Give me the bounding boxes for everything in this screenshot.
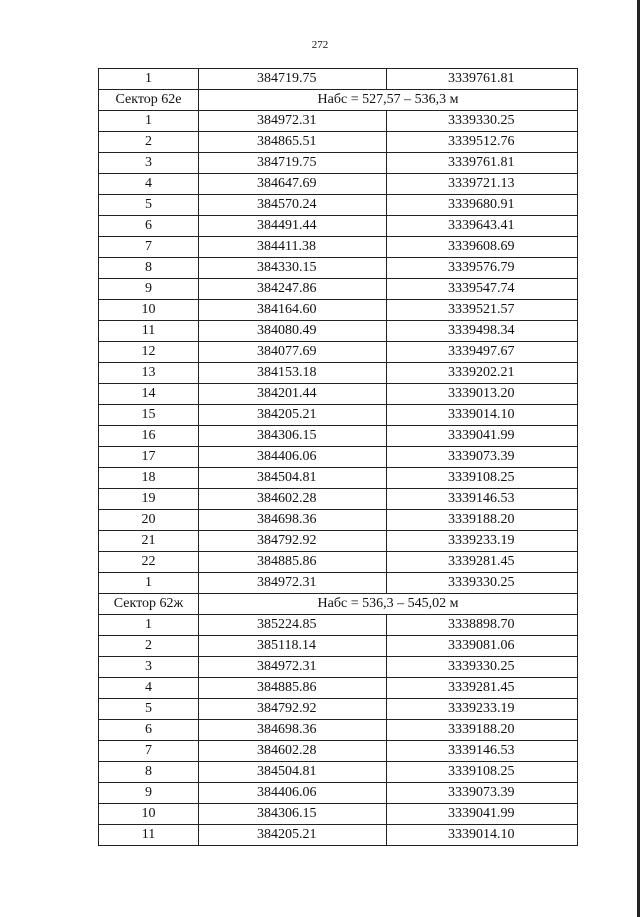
x-coordinate: 384411.38 (199, 237, 387, 258)
y-coordinate: 3339041.99 (387, 804, 578, 825)
table-row (99, 636, 578, 657)
y-coordinate: 3339202.21 (387, 363, 578, 384)
x-coordinate: 384698.36 (199, 510, 387, 531)
y-coordinate: 3339146.53 (387, 489, 578, 510)
y-coordinate: 3339281.45 (387, 552, 578, 573)
x-coordinate: 384602.28 (199, 741, 387, 762)
table-row (99, 783, 578, 804)
y-coordinate: 3339013.20 (387, 384, 578, 405)
x-coordinate: 384865.51 (199, 132, 387, 153)
point-number: 1 (99, 69, 199, 90)
table-row (99, 237, 578, 258)
x-coordinate: 384205.21 (199, 405, 387, 426)
point-number: 22 (99, 552, 199, 573)
x-coordinate: 384306.15 (199, 426, 387, 447)
point-number: 1 (99, 111, 199, 132)
y-coordinate: 3339761.81 (387, 69, 578, 90)
x-coordinate: 384972.31 (199, 657, 387, 678)
y-coordinate: 3339081.06 (387, 636, 578, 657)
coordinates-table (98, 68, 578, 846)
table-row (99, 825, 578, 846)
table-row (99, 447, 578, 468)
y-coordinate: 3339281.45 (387, 678, 578, 699)
x-coordinate: 384792.92 (199, 699, 387, 720)
table-row (99, 762, 578, 783)
y-coordinate: 3339608.69 (387, 237, 578, 258)
table-row (99, 174, 578, 195)
y-coordinate: 3339330.25 (387, 111, 578, 132)
point-number: 8 (99, 762, 199, 783)
x-coordinate: 384247.86 (199, 279, 387, 300)
table-row (99, 384, 578, 405)
x-coordinate: 384972.31 (199, 111, 387, 132)
point-number: 1 (99, 573, 199, 594)
table-row (99, 279, 578, 300)
table-row (99, 657, 578, 678)
y-coordinate: 3339680.91 (387, 195, 578, 216)
table-row (99, 300, 578, 321)
point-number: 14 (99, 384, 199, 405)
table-row (99, 678, 578, 699)
x-coordinate: 384504.81 (199, 762, 387, 783)
table-row (99, 552, 578, 573)
y-coordinate: 3339073.39 (387, 783, 578, 804)
sector-header-row (99, 594, 578, 615)
table-row (99, 468, 578, 489)
x-coordinate: 384602.28 (199, 489, 387, 510)
table-row (99, 489, 578, 510)
x-coordinate: 384719.75 (199, 69, 387, 90)
table-row (99, 216, 578, 237)
x-coordinate: 384164.60 (199, 300, 387, 321)
x-coordinate: 384406.06 (199, 447, 387, 468)
x-coordinate: 384792.92 (199, 531, 387, 552)
point-number: 9 (99, 783, 199, 804)
y-coordinate: 3339146.53 (387, 741, 578, 762)
x-coordinate: 384330.15 (199, 258, 387, 279)
sector-name: Сектор 62е (99, 90, 199, 111)
table-row (99, 321, 578, 342)
y-coordinate: 3339233.19 (387, 699, 578, 720)
point-number: 10 (99, 300, 199, 321)
y-coordinate: 3339643.41 (387, 216, 578, 237)
point-number: 1 (99, 615, 199, 636)
x-coordinate: 385118.14 (199, 636, 387, 657)
y-coordinate: 3338898.70 (387, 615, 578, 636)
table-row (99, 69, 578, 90)
y-coordinate: 3339014.10 (387, 405, 578, 426)
point-number: 6 (99, 216, 199, 237)
point-number: 8 (99, 258, 199, 279)
point-number: 17 (99, 447, 199, 468)
y-coordinate: 3339721.13 (387, 174, 578, 195)
point-number: 21 (99, 531, 199, 552)
table-row (99, 531, 578, 552)
table-row (99, 132, 578, 153)
x-coordinate: 384201.44 (199, 384, 387, 405)
point-number: 5 (99, 195, 199, 216)
y-coordinate: 3339041.99 (387, 426, 578, 447)
point-number: 12 (99, 342, 199, 363)
table-row (99, 195, 578, 216)
sector-header-row (99, 90, 578, 111)
point-number: 4 (99, 174, 199, 195)
table-row (99, 573, 578, 594)
x-coordinate: 385224.85 (199, 615, 387, 636)
x-coordinate: 384885.86 (199, 678, 387, 699)
x-coordinate: 384885.86 (199, 552, 387, 573)
x-coordinate: 384080.49 (199, 321, 387, 342)
y-coordinate: 3339498.34 (387, 321, 578, 342)
y-coordinate: 3339108.25 (387, 468, 578, 489)
table-row (99, 720, 578, 741)
y-coordinate: 3339761.81 (387, 153, 578, 174)
y-coordinate: 3339512.76 (387, 132, 578, 153)
point-number: 6 (99, 720, 199, 741)
sector-name: Сектор 62ж (99, 594, 199, 615)
y-coordinate: 3339233.19 (387, 531, 578, 552)
point-number: 18 (99, 468, 199, 489)
table-row (99, 426, 578, 447)
point-number: 11 (99, 321, 199, 342)
table-row (99, 111, 578, 132)
y-coordinate: 3339014.10 (387, 825, 578, 846)
point-number: 15 (99, 405, 199, 426)
x-coordinate: 384153.18 (199, 363, 387, 384)
x-coordinate: 384077.69 (199, 342, 387, 363)
y-coordinate: 3339497.67 (387, 342, 578, 363)
y-coordinate: 3339547.74 (387, 279, 578, 300)
point-number: 7 (99, 741, 199, 762)
sector-height-range: Набс = 527,57 – 536,3 м (199, 90, 578, 111)
point-number: 3 (99, 153, 199, 174)
x-coordinate: 384972.31 (199, 573, 387, 594)
table-row (99, 405, 578, 426)
x-coordinate: 384406.06 (199, 783, 387, 804)
table-row (99, 741, 578, 762)
x-coordinate: 384570.24 (199, 195, 387, 216)
point-number: 7 (99, 237, 199, 258)
point-number: 16 (99, 426, 199, 447)
y-coordinate: 3339576.79 (387, 258, 578, 279)
point-number: 11 (99, 825, 199, 846)
y-coordinate: 3339330.25 (387, 657, 578, 678)
table-row (99, 699, 578, 720)
y-coordinate: 3339188.20 (387, 510, 578, 531)
table-row (99, 615, 578, 636)
x-coordinate: 384719.75 (199, 153, 387, 174)
y-coordinate: 3339073.39 (387, 447, 578, 468)
point-number: 4 (99, 678, 199, 699)
page-number: 272 (311, 39, 329, 51)
sector-height-range: Набс = 536,3 – 545,02 м (199, 594, 578, 615)
x-coordinate: 384504.81 (199, 468, 387, 489)
x-coordinate: 384306.15 (199, 804, 387, 825)
table-row (99, 510, 578, 531)
point-number: 13 (99, 363, 199, 384)
x-coordinate: 384698.36 (199, 720, 387, 741)
table-row (99, 804, 578, 825)
table-row (99, 153, 578, 174)
table-row (99, 363, 578, 384)
y-coordinate: 3339330.25 (387, 573, 578, 594)
x-coordinate: 384205.21 (199, 825, 387, 846)
x-coordinate: 384647.69 (199, 174, 387, 195)
point-number: 2 (99, 132, 199, 153)
x-coordinate: 384491.44 (199, 216, 387, 237)
point-number: 3 (99, 657, 199, 678)
table-row (99, 342, 578, 363)
y-coordinate: 3339521.57 (387, 300, 578, 321)
y-coordinate: 3339188.20 (387, 720, 578, 741)
point-number: 10 (99, 804, 199, 825)
point-number: 9 (99, 279, 199, 300)
point-number: 2 (99, 636, 199, 657)
point-number: 20 (99, 510, 199, 531)
point-number: 5 (99, 699, 199, 720)
point-number: 19 (99, 489, 199, 510)
table-row (99, 258, 578, 279)
y-coordinate: 3339108.25 (387, 762, 578, 783)
